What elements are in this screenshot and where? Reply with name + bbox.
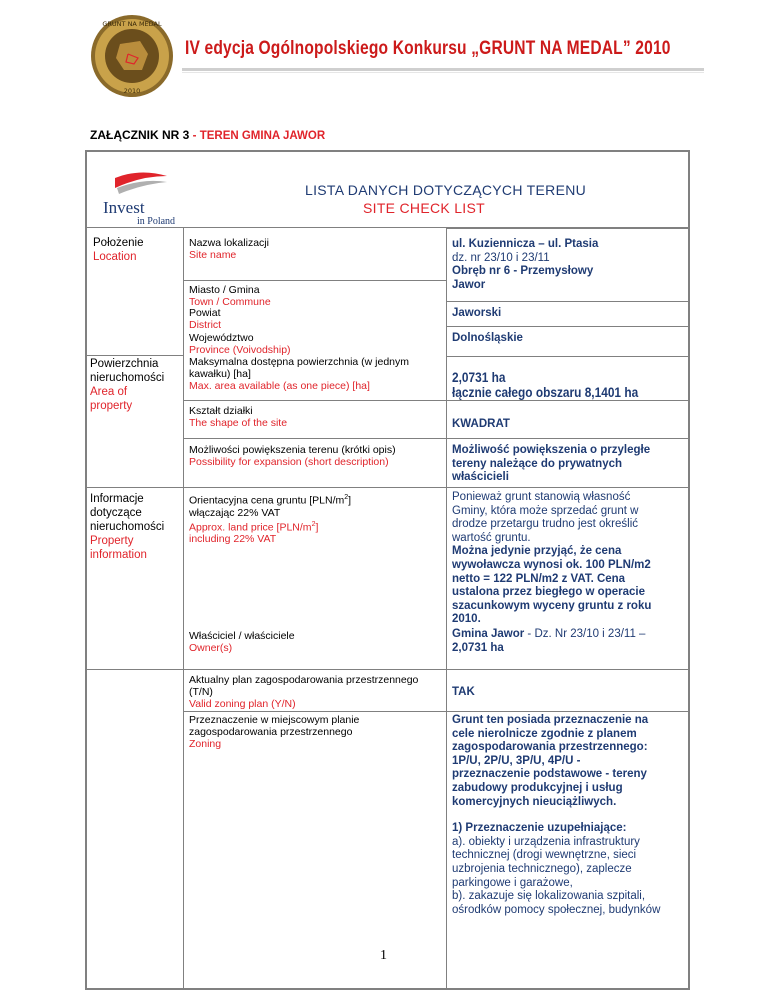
zoning-s1: a). obiekty i urządzenia infrastruktury: [452, 835, 640, 848]
expansion-v1: Możliwość powiększenia o przyległe: [452, 444, 651, 456]
field-owner-label: [189, 630, 295, 654]
town-pl: Miasto / Gmina: [189, 284, 260, 296]
owner-v1: [452, 628, 645, 642]
col-divider-left: [183, 228, 184, 990]
site-name-pl: Nazwa lokalizacji: [189, 237, 269, 249]
row-sep: [446, 438, 688, 439]
zoning-en: Zoning: [189, 738, 222, 750]
row-sep: [446, 301, 688, 302]
field-province-label: [189, 332, 291, 356]
row-sep: [446, 400, 688, 401]
section-info-en1: Property: [90, 535, 134, 547]
site-name-v3: Obręb nr 6 - Przemysłowy: [452, 265, 594, 278]
header-divider-thin: [182, 72, 704, 73]
invest-in-poland-logo: [95, 170, 185, 226]
medal-logo: [90, 14, 174, 98]
zoning-s6: ośrodków pomocy społecznej, budynków: [452, 903, 661, 916]
price-pl1-end: ]: [348, 494, 352, 507]
zoning-b4: 1P/U, 2P/U, 3P/U, 4P/U -: [452, 754, 581, 767]
form-title-en: SITE CHECK LIST: [363, 200, 485, 216]
row-sep: [87, 487, 184, 488]
section-area-pl1: Powierzchnia: [90, 358, 159, 370]
site-name-value: [452, 238, 598, 292]
row-sep: [446, 228, 688, 229]
max-area-pl1: Maksymalna dostępna powierzchnia (w jednym: [189, 356, 410, 368]
price-b3: netto = 122 PLN/m2 z VAT. Cena: [452, 572, 626, 585]
district-value: Jaworski: [452, 307, 502, 319]
zoning-s4: parkingowe i garażowe,: [452, 876, 573, 889]
row-sep: [183, 487, 447, 488]
owner-pl: Właściciel / właściciele: [189, 630, 295, 642]
price-pl1-text: Orientacyjna cena gruntu [PLN/m: [189, 494, 345, 507]
field-site-name-label: [189, 237, 269, 261]
header-divider: [182, 68, 704, 71]
zoning-pl1: Przeznaczenie w miejscowym planie: [189, 714, 360, 726]
field-max-area-label: [189, 356, 409, 392]
zoning-plan-value: TAK: [452, 686, 475, 698]
section-info-pl3: nieruchomości: [90, 521, 165, 533]
price-en2: including 22% VAT: [189, 533, 277, 545]
header-title: IV edycja Ogólnopolskiego Konkursu „GRUNT NA MEDAL” 2010: [185, 38, 671, 59]
section-info-pl1: Informacje: [90, 493, 144, 505]
province-pl: Województwo: [189, 332, 254, 344]
section-info-pl2: dotyczące: [90, 507, 142, 519]
zoning-b1: Grunt ten posiada przeznaczenie na: [452, 714, 649, 726]
field-zoning-label: [189, 714, 359, 750]
row-sep: [446, 326, 688, 327]
price-en1: [189, 519, 351, 534]
district-en: District: [189, 319, 222, 331]
zoning-pl2: zagospodarowania przestrzennego: [189, 726, 353, 738]
price-pl2: włączając 22% VAT: [189, 506, 281, 519]
expansion-en: Possibility for expansion (short description): [189, 456, 389, 468]
row-sep: [87, 669, 184, 670]
price-b1: Można jedynie przyjąć, że cena: [452, 545, 622, 558]
shape-en: The shape of the site: [189, 417, 288, 429]
row-sep: [183, 400, 447, 401]
price-b2: wywoławcza wynosi ok. 100 PLN/m2: [452, 558, 651, 571]
price-en1-text: Approx. land price [PLN/m: [189, 521, 312, 533]
price-n3: drodze przetargu trudno jest określić: [452, 518, 639, 531]
price-pl-sup: 2: [344, 494, 349, 501]
zoning-s5: b). zakazuje się lokalizowania szpitali,: [452, 890, 646, 903]
zoning-s3: uzbrojenia technicznego), zaplecze: [452, 862, 632, 875]
brand-line2: in Poland: [137, 216, 176, 226]
col-divider-right: [446, 228, 447, 990]
field-town-label: [189, 284, 271, 308]
zoning-b3: zagospodarowania przestrzennego:: [452, 741, 648, 754]
row-sep: [183, 438, 447, 439]
page-number: 1: [380, 948, 387, 963]
owner-en: Owner(s): [189, 642, 233, 654]
price-pl1: [189, 492, 351, 507]
expansion-v3: właścicieli: [452, 471, 509, 484]
zoning-s2: technicznej (drogi wewnętrzne, sieci: [452, 849, 637, 862]
row-sep: [446, 669, 688, 670]
section-info-en2: information: [90, 549, 147, 561]
shape-pl: Kształt działki: [189, 405, 253, 417]
owner-v2: 2,0731 ha: [452, 641, 504, 654]
medal-year-text: 2010: [123, 87, 141, 95]
row-sep: [446, 487, 688, 488]
zoning-b5: przeznaczenie podstawowe - tereny: [452, 768, 647, 781]
price-n1: Ponieważ grunt stanowią własność: [452, 491, 631, 503]
zoning-b6: zabudowy produkcyjnej i usług: [452, 781, 623, 794]
zoning-s-head: 1) Przeznaczenie uzupełniające:: [452, 822, 627, 835]
row-sep: [183, 669, 447, 670]
section-area-pl2: nieruchomości: [90, 372, 165, 384]
owner-v1-bold: Gmina Jawor: [452, 628, 525, 640]
max-area-value: [452, 370, 638, 400]
field-price-label: [189, 492, 351, 545]
price-b4: ustalona przez biegłego w operacie: [452, 586, 645, 599]
annex-value: - TEREN GMINA JAWOR: [192, 130, 326, 142]
annex-heading: [90, 128, 325, 144]
zoning-b2: cele nierolnicze zgodnie z planem: [452, 727, 637, 740]
row-sep: [446, 711, 688, 712]
expansion-pl: Możliwości powiększenia terenu (krótki opis): [189, 444, 396, 456]
owner-v1-rest: - Dz. Nr 23/10 i 23/11 –: [524, 628, 646, 640]
shape-value: KWADRAT: [452, 418, 510, 430]
zoning-b7: komercyjnych nieuciążliwych.: [452, 795, 617, 808]
medal-top-text: GRUNT NA MEDAL: [102, 20, 162, 28]
field-district-label: [189, 307, 221, 331]
zoning-value: [452, 714, 660, 917]
expansion-v2: tereny należące do prywatnych: [452, 457, 623, 470]
row-sep: [87, 355, 184, 356]
town-en: Town / Commune: [189, 296, 271, 308]
max-area-v2: łącznie całego obszaru 8,1401 ha: [452, 385, 639, 400]
site-name-v2: dz. nr 23/10 i 23/11: [452, 251, 550, 264]
annex-label: ZAŁĄCZNIK NR 3: [90, 128, 190, 142]
section-location-en: Location: [93, 251, 137, 263]
section-area-en1: Area of: [90, 386, 128, 398]
max-area-pl2: kawałku) [ha]: [189, 368, 251, 380]
owner-value: [452, 628, 645, 655]
brand-line1: Invest: [103, 198, 145, 217]
form-title-pl: LISTA DANYCH DOTYCZĄCYCH TERENU: [305, 182, 587, 198]
province-en: Province (Voivodship): [189, 344, 291, 356]
row-sep: [183, 280, 447, 281]
row-sep: [183, 711, 447, 712]
expansion-value: [452, 444, 650, 485]
zoning-plan-en: Valid zoning plan (Y/N): [189, 698, 296, 710]
price-n2: Gminy, która może sprzedać grunt w: [452, 504, 639, 517]
site-name-en: Site name: [189, 249, 237, 261]
price-n4: wartość gruntu.: [452, 531, 531, 544]
field-shape-label: [189, 405, 287, 429]
site-name-v4: Jawor: [452, 278, 486, 291]
row-sep: [446, 356, 688, 357]
price-en1-end: ]: [315, 521, 319, 533]
price-value: [452, 491, 651, 627]
field-expansion-label: [189, 444, 396, 468]
section-location-pl: Położenie: [93, 237, 144, 249]
section-info: [90, 492, 164, 562]
zoning-plan-pl1: Aktualny plan zagospodarowania przestrzennego: [189, 674, 419, 686]
section-location: [93, 236, 144, 264]
section-area-en2: property: [90, 400, 133, 412]
price-b5: szacunkowym wyceny gruntu z roku: [452, 599, 652, 612]
zoning-plan-pl2: (T/N): [189, 686, 213, 698]
max-area-v1: 2,0731 ha: [452, 370, 506, 385]
price-b6: 2010.: [452, 613, 481, 626]
field-zoning-plan-label: [189, 674, 418, 710]
district-pl: Powiat: [189, 307, 221, 319]
section-area: [90, 357, 164, 413]
site-name-v1: ul. Kuziennicza – ul. Ptasia: [452, 238, 599, 250]
province-value: Dolnośląskie: [452, 332, 523, 344]
max-area-en: Max. area available (as one piece) [ha]: [189, 380, 370, 392]
price-en-sup: 2: [311, 520, 316, 528]
